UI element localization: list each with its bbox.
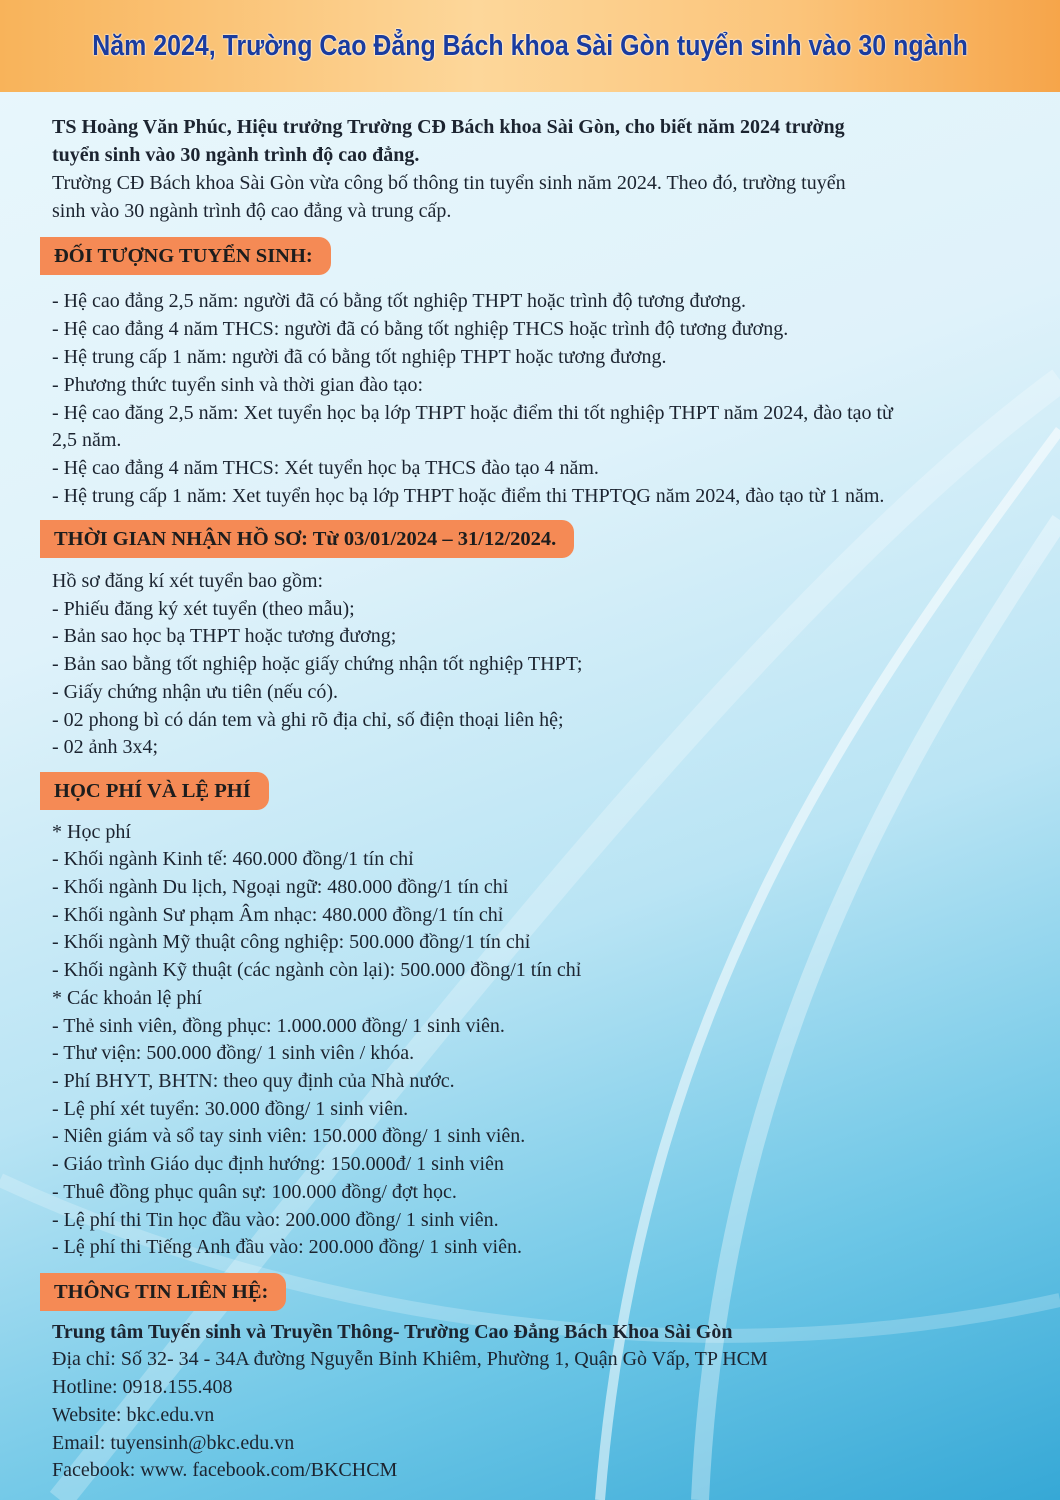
section1-line: - Phương thức tuyển sinh và thời gian đào tạo: xyxy=(52,374,424,396)
section3-line: * Các khoản lệ phí xyxy=(52,987,202,1009)
section3-line: - Thẻ sinh viên, đồng phục: 1.000.000 đồng/ 1 sinh viên. xyxy=(52,1015,505,1037)
contact-organization: Trung tâm Tuyển sinh và Truyền Thông- Trường Cao Đẳng Bách Khoa Sài Gòn xyxy=(52,1321,733,1343)
section3-line: - Phí BHYT, BHTN: theo quy định của Nhà nước. xyxy=(52,1070,455,1092)
section2-line: - 02 ảnh 3x4; xyxy=(52,736,159,758)
section-heading-hoc-phi: HỌC PHÍ VÀ LỆ PHÍ xyxy=(40,772,269,810)
section1-line: - Hệ cao đẳng 2,5 năm: người đã có bằng tốt nghiệp THPT hoặc trình độ tương đương. xyxy=(52,290,746,312)
section3-line: - Thuê đồng phục quân sự: 100.000 đồng/ đợt học. xyxy=(52,1181,457,1203)
section2-line: - Giấy chứng nhận ưu tiên (nếu có). xyxy=(52,681,339,703)
section2-line: - Phiếu đăng ký xét tuyển (theo mẫu); xyxy=(52,598,355,620)
section2-line: - 02 phong bì có dán tem và ghi rõ địa chỉ, số điện thoại liên hệ; xyxy=(52,709,564,731)
section3-line: - Khối ngành Kỹ thuật (các ngành còn lại): 500.000 đồng/1 tín chỉ xyxy=(52,959,582,981)
section1-line: - Hệ trung cấp 1 năm: Xet tuyển học bạ lớp THPT hoặc điểm thi THPTQG năm 2024, đào tạo từ 1 năm. xyxy=(52,485,885,507)
contact-address: Địa chỉ: Số 32- 34 - 34A đường Nguyễn Bỉnh Khiêm, Phường 1, Quận Gò Vấp, TP HCM xyxy=(52,1348,768,1370)
section2-line: - Bản sao bằng tốt nghiệp hoặc giấy chứng nhận tốt nghiệp THPT; xyxy=(52,653,583,675)
section3-line: - Khối ngành Kinh tế: 460.000 đồng/1 tín chỉ xyxy=(52,848,414,870)
section3-line: - Lệ phí xét tuyển: 30.000 đồng/ 1 sinh viên. xyxy=(52,1098,409,1120)
intro-bold-line-1: TS Hoàng Văn Phúc, Hiệu trưởng Trường CĐ Bách khoa Sài Gòn, cho biết năm 2024 trường xyxy=(52,116,845,138)
section1-line: - Hệ cao đẳng 4 năm THCS: Xét tuyển học bạ THCS đào tạo 4 năm. xyxy=(52,457,599,479)
intro-line-3: Trường CĐ Bách khoa Sài Gòn vừa công bố thông tin tuyển sinh năm 2024. Theo đó, trường tuyển xyxy=(52,172,846,194)
section3-line: * Học phí xyxy=(52,821,131,843)
section3-line: - Khối ngành Sư phạm Âm nhạc: 480.000 đồng/1 tín chỉ xyxy=(52,904,504,926)
section-heading-doi-tuong: ĐỐI TƯỢNG TUYỂN SINH: xyxy=(40,237,331,275)
section2-line: Hồ sơ đăng kí xét tuyển bao gồm: xyxy=(52,570,324,592)
section3-line: - Lệ phí thi Tiếng Anh đầu vào: 200.000 đồng/ 1 sinh viên. xyxy=(52,1236,522,1258)
intro-bold-line-2: tuyển sinh vào 30 ngành trình độ cao đẳng. xyxy=(52,144,420,166)
contact-email: Email: tuyensinh@bkc.edu.vn xyxy=(52,1432,295,1454)
section1-line: 2,5 năm. xyxy=(52,429,122,451)
section3-line: - Niên giám và sổ tay sinh viên: 150.000 đồng/ 1 sinh viên. xyxy=(52,1125,526,1147)
section-heading-lien-he: THÔNG TIN LIÊN HỆ: xyxy=(40,1273,286,1311)
section3-line: - Khối ngành Du lịch, Ngoại ngữ: 480.000 đồng/1 tín chỉ xyxy=(52,876,509,898)
section3-line: - Thư viện: 500.000 đồng/ 1 sinh viên / khóa. xyxy=(52,1042,415,1064)
contact-website: Website: bkc.edu.vn xyxy=(52,1404,215,1426)
contact-hotline: Hotline: 0918.155.408 xyxy=(52,1376,233,1398)
section3-line: - Giáo trình Giáo dục định hướng: 150.000đ/ 1 sinh viên xyxy=(52,1153,504,1175)
section3-line: - Khối ngành Mỹ thuật công nghiệp: 500.000 đồng/1 tín chỉ xyxy=(52,931,531,953)
page-title: Năm 2024, Trường Cao Đẳng Bách khoa Sài Gòn tuyển sinh vào 30 ngành xyxy=(92,29,968,62)
section1-line: - Hệ cao đẳng 4 năm THCS: người đã có bằng tốt nghiệp THCS hoặc trình độ tương đương. xyxy=(52,318,789,340)
intro-line-4: sinh vào 30 ngành trình độ cao đẳng và trung cấp. xyxy=(52,200,452,222)
section2-line: - Bản sao học bạ THPT hoặc tương đương; xyxy=(52,625,397,647)
section1-line: - Hệ trung cấp 1 năm: người đã có bằng tốt nghiệp THPT hoặc tương đương. xyxy=(52,346,667,368)
contact-facebook: Facebook: www. facebook.com/BKCHCM xyxy=(52,1459,398,1481)
section-heading-thoi-gian: THỜI GIAN NHẬN HỒ SƠ: Từ 03/01/2024 – 31/12/2024. xyxy=(40,520,574,558)
section1-line: - Hệ cao đăng 2,5 năm: Xet tuyển học bạ lớp THPT hoặc điểm thi tốt nghiệp THPT năm 2024, đào tạo từ xyxy=(52,402,893,424)
section3-line: - Lệ phí thi Tin học đầu vào: 200.000 đồng/ 1 sinh viên. xyxy=(52,1209,499,1231)
